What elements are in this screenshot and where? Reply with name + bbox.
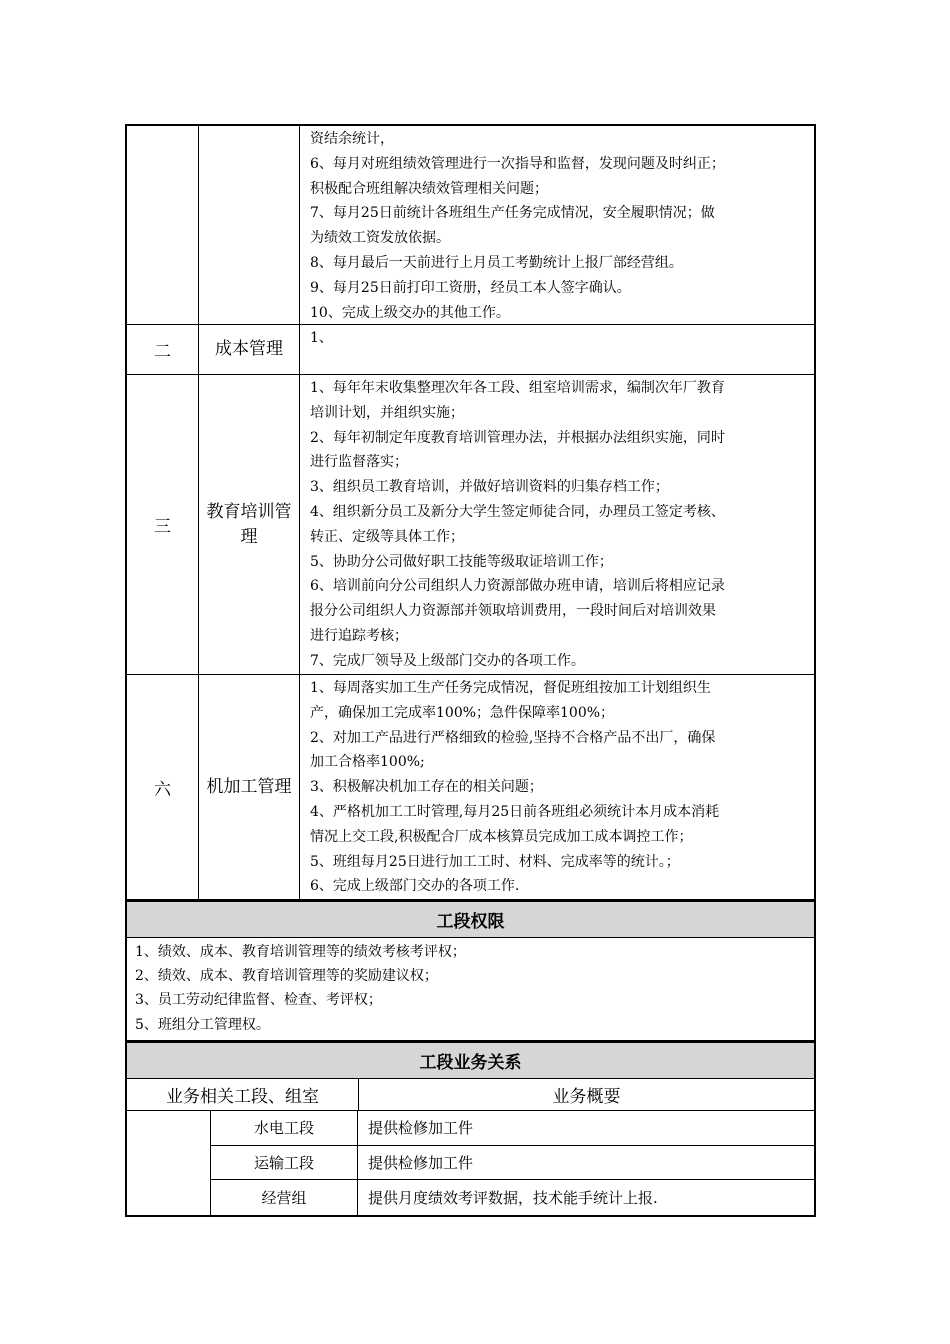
duty-row	[127, 675, 814, 900]
table-row	[211, 1111, 814, 1146]
relations-rows	[211, 1111, 814, 1215]
duty-line: 6、每月对班组绩效管理进行一次指导和监督，发现问题及时纠正；	[310, 155, 725, 172]
duty-number: 三	[127, 375, 199, 674]
duty-line: 4、严格机加工工时管理,每月25日前各班组必须统计本月成本消耗	[310, 803, 720, 820]
duty-line: 2、每年初制定年度教育培训管理办法，并根据办法组织实施，同时	[310, 429, 725, 446]
duty-line: 5、班组每月25日进行加工工时、材料、完成率等的统计。；	[310, 853, 680, 870]
duty-line: 产，确保加工完成率100%；急件保障率100%；	[310, 704, 615, 721]
duty-line: 3、积极解决机加工存在的相关问题；	[310, 779, 543, 796]
duty-description	[300, 675, 814, 899]
relations-col-summary-header: 业务概要	[552, 1086, 621, 1107]
authority-item: 3、员工劳动纪律监督、检查、考评权；	[135, 992, 382, 1009]
duty-number	[127, 126, 199, 324]
duty-line: 7、完成厂领导及上级部门交办的各项工作。	[310, 652, 585, 669]
relation-summary: 提供月度绩效考评数据，技术能手统计上报.	[368, 1189, 658, 1208]
duty-line: 7、每月25日前统计各班组生产任务完成情况，安全履职情况；做	[310, 205, 715, 222]
duty-line: 情况上交工段,积极配合厂成本核算员完成加工成本调控工作；	[310, 828, 693, 845]
relation-summary: 提供检修加工件	[368, 1119, 474, 1138]
authority-item: 2、绩效、成本、教育培训管理等的奖励建议权；	[135, 968, 438, 985]
relation-unit: 水电工段	[211, 1111, 358, 1145]
relations-heading: 工段业务关系	[127, 1041, 814, 1079]
table-row	[211, 1180, 814, 1215]
authority-heading: 工段权限	[127, 900, 814, 938]
relation-summary: 提供检修加工件	[368, 1153, 474, 1172]
authority-list	[127, 938, 814, 1041]
duty-name: 机加工管理	[199, 675, 300, 899]
duty-line: 3、组织员工教育培训，并做好培训资料的归集存档工作；	[310, 479, 669, 496]
authority-item: 5、班组分工管理权。	[135, 1016, 270, 1033]
duty-description	[300, 325, 814, 374]
relation-unit: 运输工段	[211, 1146, 358, 1180]
authority-item: 1、绩效、成本、教育培训管理等的绩效考核考评权；	[135, 944, 466, 960]
duty-row	[127, 375, 814, 675]
duty-line: 1、每年年末收集整理次年各工段、组室培训需求，编制次年厂教育	[310, 380, 725, 396]
duty-row	[127, 124, 814, 325]
duty-number: 二	[127, 325, 199, 374]
duty-line: 转正、定级等具体工作；	[310, 528, 464, 545]
duty-name: 成本管理	[199, 325, 300, 374]
duty-description	[300, 375, 814, 674]
duty-line: 资结余统计，	[310, 131, 394, 147]
duty-line: 4、组织新分员工及新分大学生签定师徒合同，办理员工签定考核、	[310, 503, 725, 520]
relations-header-row	[127, 1079, 814, 1111]
duty-line: 报分公司组织人力资源部并领取培训费用，一段时间后对培训效果	[310, 603, 716, 620]
duty-line: 培训计划，并组织实施；	[310, 404, 464, 421]
duty-line: 加工合格率100%;	[310, 754, 425, 771]
duty-number: 六	[127, 675, 199, 899]
duty-line: 9、每月25日前打印工资册，经员工本人签字确认。	[310, 279, 631, 296]
duty-line: 进行追踪考核；	[310, 627, 408, 644]
duty-line: 10、完成上级交办的其他工作。	[310, 304, 510, 321]
duty-line: 为绩效工资发放依据。	[310, 230, 450, 247]
table-row	[211, 1146, 814, 1181]
duty-line: 6、完成上级部门交办的各项工作.	[310, 878, 520, 895]
duty-line: 进行监督落实；	[310, 454, 408, 471]
duty-name	[199, 126, 300, 324]
duty-name: 教育培训管理	[199, 375, 300, 674]
duty-line: 积极配合班组解决绩效管理相关问题；	[310, 180, 548, 197]
duty-line: 6、培训前向分公司组织人力资源部做办班申请，培训后将相应记录	[310, 578, 725, 595]
duty-line: 5、协助分公司做好职工技能等级取证培训工作；	[310, 553, 613, 570]
duty-line: 8、每月最后一天前进行上月员工考勤统计上报厂部经营组。	[310, 254, 683, 271]
duty-row	[127, 325, 814, 375]
duty-description	[300, 126, 814, 324]
duty-line: 1、每周落实加工生产任务完成情况，督促班组按加工计划组织生	[310, 680, 711, 696]
relations-table	[127, 1111, 814, 1217]
duty-line: 2、对加工产品进行严格细致的检验,坚持不合格产品不出厂，确保	[310, 729, 716, 746]
document-page	[125, 124, 816, 1217]
relations-group-cell	[127, 1111, 211, 1215]
duty-line: 1、	[310, 330, 333, 346]
relations-col-unit-header: 业务相关工段、组室	[127, 1079, 359, 1110]
relation-unit: 经营组	[211, 1180, 358, 1215]
duties-table	[125, 124, 816, 1217]
